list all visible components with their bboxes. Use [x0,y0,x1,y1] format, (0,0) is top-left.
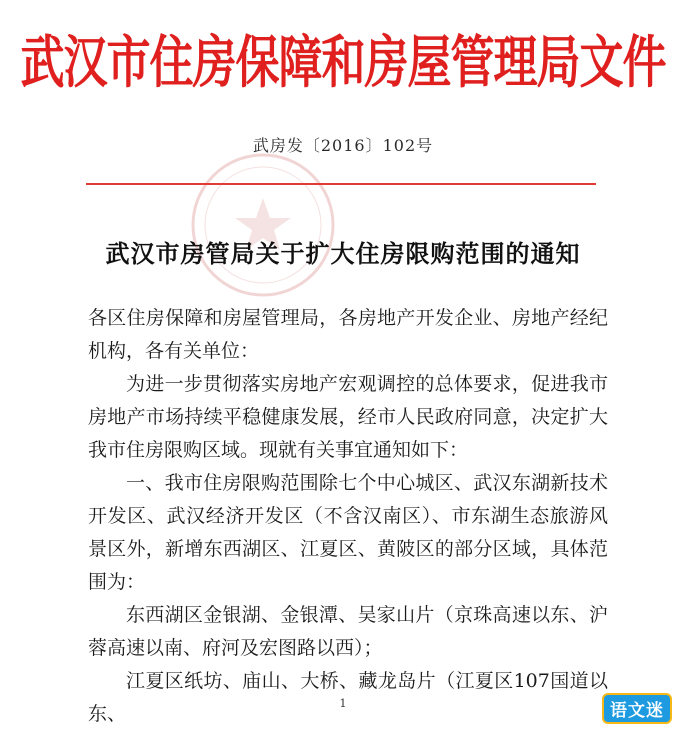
notice-salutation: 各区住房保障和房屋管理局，各房地产开发企业、房地产经纪机构，各有关单位： [88,307,608,362]
page-number: 1 [339,697,347,710]
notice-paragraph: 江夏区纸坊、庙山、大桥、藏龙岛片（江夏区107国道以东、 [88,670,608,725]
watermark-badge-label: 语文迷 [602,693,672,724]
notice-paragraph: 一、我市住房限购范围除七个中心城区、武汉东湖新技术开发区、武汉经济开发区（不含汉南区）、市东湖生态旅游风景区外，新增东西湖区、江夏区、黄陂区的部分区域，具体范围为： [88,472,608,593]
notice-paragraph: 为进一步贯彻落实房地产宏观调控的总体要求，促进我市房地产市场持续平稳健康发展，经市人民政府同意，决定扩大我市住房限购区域。现就有关事宜通知如下： [88,373,608,461]
agency-masthead: 武汉市住房保障和房屋管理局文件 [20,30,666,96]
official-seal-stamp [188,150,338,300]
red-divider-line [86,183,596,185]
notice-paragraph: 东西湖区金银湖、金银潭、吴家山片（京珠高速以东、沪蓉高速以南、府河及宏图路以西）； [88,604,608,659]
watermark-badge [596,694,678,722]
document-number: 武房发〔2016〕102号 [252,136,434,155]
notice-body [88,302,608,731]
notice-title: 武汉市房管局关于扩大住房限购范围的通知 [105,239,581,268]
